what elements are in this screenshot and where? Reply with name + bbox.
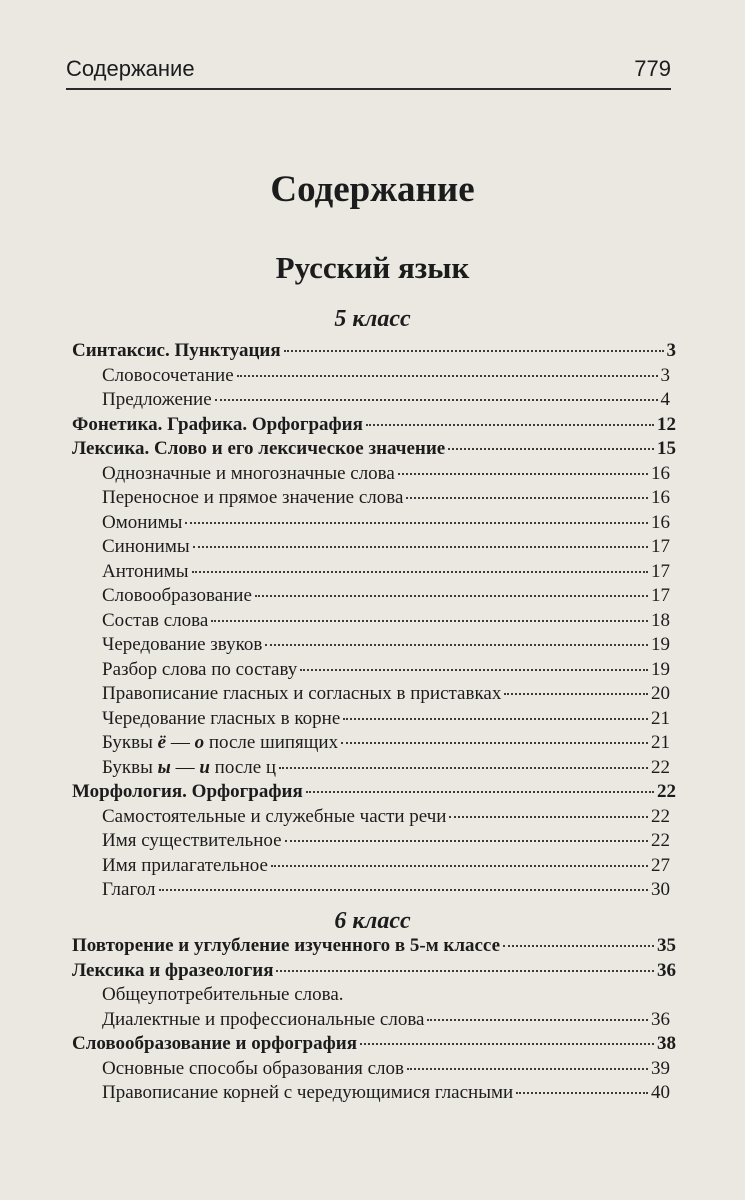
toc-entry-page: 19 — [651, 634, 670, 655]
toc-entry-title: Лексика и фразеология — [72, 959, 274, 981]
toc-entry-page: 17 — [651, 536, 670, 557]
dot-leader — [407, 1068, 648, 1070]
entry-text-before: Буквы — [102, 732, 158, 753]
toc-entry — [72, 561, 676, 586]
dot-leader — [285, 840, 648, 842]
toc-entry-page: 3 — [660, 364, 670, 386]
dot-leader — [237, 375, 658, 377]
dot-leader — [366, 424, 654, 426]
running-head — [66, 52, 671, 90]
toc-entry-title: Чередование гласных в корне — [102, 707, 341, 729]
toc-entry-title: Словообразование — [102, 585, 252, 606]
toc-entry-title: Лексика. Слово и его лексическое значение — [72, 438, 446, 459]
toc-entry-page: 21 — [651, 707, 670, 729]
toc-entry — [72, 365, 676, 390]
entry-dash: — — [166, 732, 195, 753]
toc-entry — [72, 634, 676, 659]
dot-leader — [360, 1043, 654, 1045]
letter-yo: ё — [157, 732, 167, 753]
toc-entry — [72, 414, 676, 439]
toc-entry — [72, 757, 676, 782]
page-title: Содержание — [270, 169, 475, 210]
dot-leader — [211, 620, 648, 622]
toc-entry-page: 16 — [651, 511, 670, 533]
toc-entry-title: Повторение и углубление изученного в 5-м классе — [72, 935, 501, 956]
toc-entry — [72, 781, 676, 806]
toc-grade-5 — [72, 340, 676, 904]
dot-leader — [159, 889, 648, 891]
toc-entry-page: 16 — [651, 487, 670, 508]
toc-entry — [72, 389, 676, 414]
toc-entry-title: Глагол — [102, 879, 156, 900]
toc-entry — [72, 585, 676, 610]
toc-entry-page: 17 — [651, 560, 670, 582]
toc-entry-title — [102, 757, 276, 779]
entry-text-after: после шипящих — [204, 732, 339, 753]
toc-entry-title: Имя прилагательное — [102, 854, 268, 876]
toc-entry — [72, 1058, 676, 1083]
dot-leader — [265, 644, 648, 646]
letter-o: о — [194, 732, 205, 753]
toc-entry — [72, 463, 676, 488]
toc-entry-page: 19 — [651, 658, 670, 680]
dot-leader — [449, 816, 648, 818]
toc-entry-title: Словообразование и орфография — [72, 1033, 357, 1054]
toc-entry-page: 30 — [651, 879, 670, 900]
toc-entry-title — [102, 732, 338, 754]
toc-entry-title: Антонимы — [102, 560, 189, 582]
toc-entry-title: Имя существительное — [102, 830, 282, 851]
toc-entry-title: Переносное и прямое значение слова — [102, 487, 404, 508]
toc-entry — [72, 683, 676, 708]
toc-entry-page: 4 — [660, 389, 670, 410]
dot-leader — [193, 546, 648, 548]
toc-entry-title: Фонетика. Графика. Орфография — [72, 413, 363, 435]
toc-entry-page: 21 — [651, 732, 670, 753]
toc-grade-6 — [72, 935, 676, 1107]
dot-leader — [398, 473, 648, 475]
dot-leader — [343, 718, 648, 720]
toc-entry-title: Правописание корней с чередующимися гласными — [102, 1082, 514, 1103]
toc-entry-title: Общеупотребительные слова. — [102, 984, 344, 1005]
subject-title: Русский язык — [275, 250, 470, 285]
dot-leader — [192, 571, 648, 573]
toc-entry-page: 16 — [651, 462, 670, 484]
toc-entry-title: Морфология. Орфография — [72, 781, 303, 802]
toc-entry-page: 15 — [657, 438, 676, 459]
toc-entry — [72, 340, 676, 365]
toc-entry-page: 36 — [651, 1008, 670, 1030]
toc-entry-title: Самостоятельные и служебные части речи — [102, 805, 447, 827]
page-number: 779 — [634, 56, 671, 81]
toc-entry-title: Однозначные и многозначные слова — [102, 462, 395, 484]
toc-entry-page: 20 — [651, 683, 670, 704]
letter-y: ы — [157, 756, 171, 778]
toc-entry — [72, 512, 676, 537]
toc-entry-page: 22 — [651, 756, 670, 778]
toc-entry-page: 40 — [651, 1082, 670, 1103]
toc-entry — [72, 984, 676, 1009]
toc-entry — [72, 1009, 676, 1034]
entry-text-before: Буквы — [102, 756, 158, 778]
toc-entry-page: 39 — [651, 1057, 670, 1079]
toc-entry — [72, 487, 676, 512]
toc-entry — [72, 732, 676, 757]
dot-leader — [427, 1019, 648, 1021]
toc-entry-title: Предложение — [102, 389, 212, 410]
toc-entry-title: Состав слова — [102, 609, 209, 631]
toc-entry-page: 22 — [651, 830, 670, 851]
toc-entry-title: Разбор слова по составу — [102, 658, 298, 680]
dot-leader — [503, 945, 654, 947]
letter-i: и — [199, 756, 210, 778]
grade-6-heading: 6 класс — [334, 908, 411, 934]
dot-leader — [300, 669, 648, 671]
dot-leader — [504, 693, 648, 695]
entry-text-after: после ц — [209, 756, 277, 778]
toc-entry — [72, 610, 676, 635]
toc-entry — [72, 935, 676, 960]
toc-entry — [72, 1033, 676, 1058]
toc-entry — [72, 830, 676, 855]
toc-entry-page: 3 — [666, 340, 676, 361]
toc-entry-title: Синонимы — [102, 536, 190, 557]
toc-entry-page: 35 — [657, 935, 676, 956]
toc-entry-title: Словосочетание — [102, 364, 234, 386]
toc-entry-title: Основные способы образования слов — [102, 1057, 404, 1079]
entry-dash: — — [170, 756, 200, 778]
toc-entry-page: 38 — [657, 1033, 676, 1054]
toc-entry-page: 22 — [657, 781, 676, 802]
toc-entry-title: Омонимы — [102, 511, 183, 533]
toc-entry — [72, 438, 676, 463]
toc-entry-title: Диалектные и профессиональные слова — [102, 1008, 425, 1030]
toc-entry-page: 12 — [657, 413, 676, 435]
toc-entry-page: 36 — [657, 959, 676, 981]
dot-leader — [276, 970, 654, 972]
toc-entry-page: 27 — [651, 854, 670, 876]
toc-entry — [72, 1082, 676, 1107]
toc-entry — [72, 708, 676, 733]
toc-entry — [72, 960, 676, 985]
toc-entry-title: Правописание гласных и согласных в приставках — [102, 683, 502, 704]
dot-leader — [306, 791, 654, 793]
dot-leader — [215, 399, 658, 401]
dot-leader — [448, 448, 654, 450]
dot-leader — [255, 595, 648, 597]
toc-entry-title: Чередование звуков — [102, 634, 263, 655]
dot-leader — [406, 497, 648, 499]
toc-entry — [72, 806, 676, 831]
running-head-title: Содержание — [66, 56, 195, 81]
toc-entry-page: 22 — [651, 805, 670, 827]
toc-entry — [72, 659, 676, 684]
dot-leader — [279, 767, 648, 769]
toc-entry-title: Синтаксис. Пунктуация — [72, 340, 281, 361]
toc-entry — [72, 536, 676, 561]
dot-leader — [271, 865, 648, 867]
toc-entry-page: 18 — [651, 609, 670, 631]
dot-leader — [341, 742, 648, 744]
toc-entry — [72, 879, 676, 904]
grade-5-heading: 5 класс — [334, 306, 411, 332]
toc-entry — [72, 855, 676, 880]
dot-leader — [185, 522, 648, 524]
toc-entry-page: 17 — [651, 585, 670, 606]
dot-leader — [516, 1092, 648, 1094]
dot-leader — [284, 350, 664, 352]
